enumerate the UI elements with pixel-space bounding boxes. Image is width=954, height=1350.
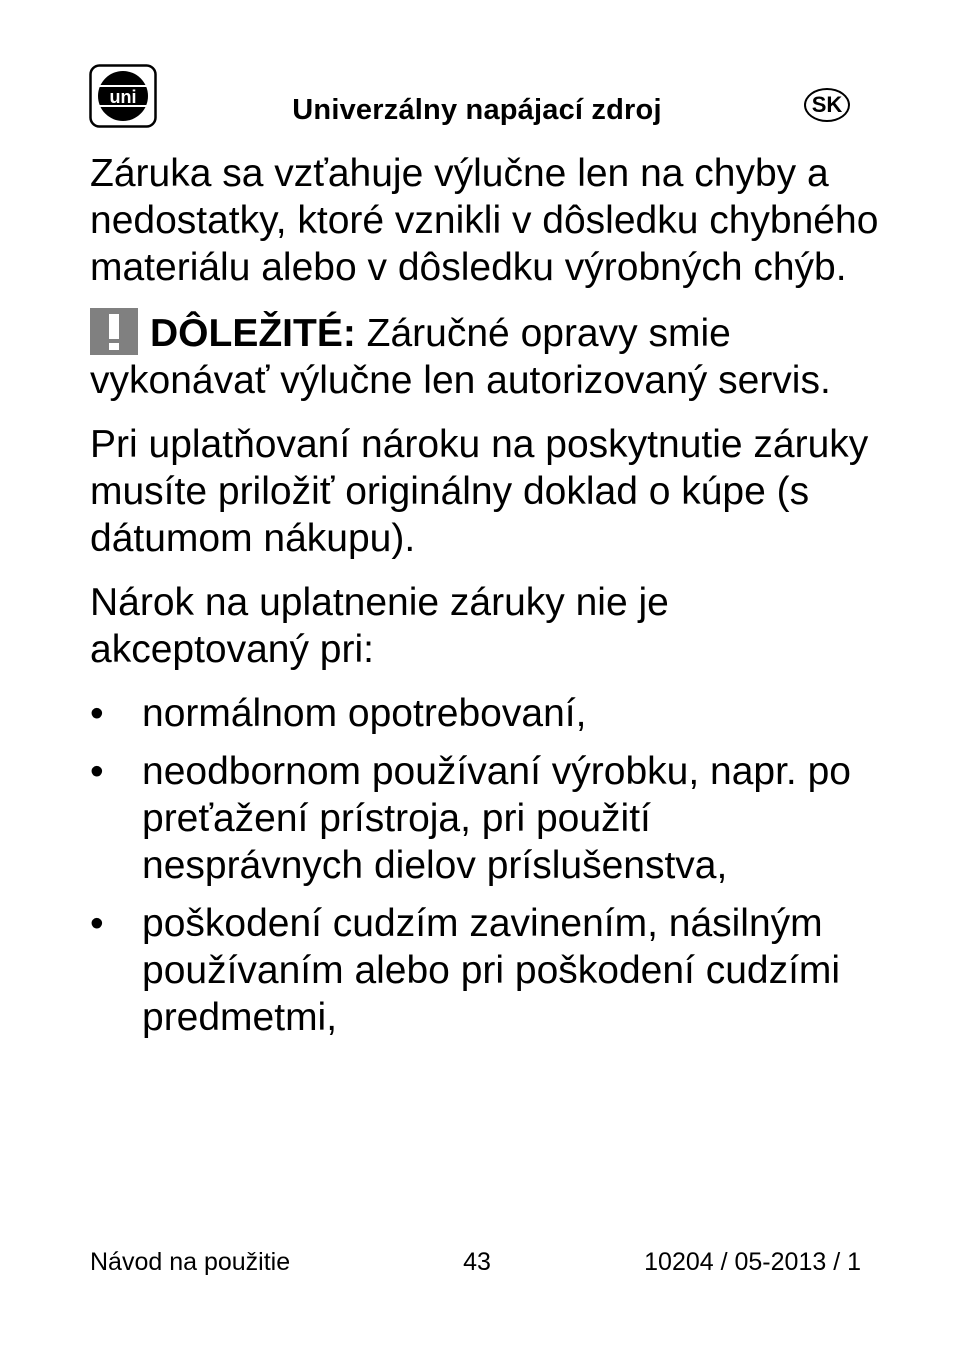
important-label: DÔLEŽITÉ:: [150, 312, 356, 355]
list-item-text: neodbornom používaní výrobku, napr. po preťažení prístroja, pri použití nesprávnych dielov príslušenstva,: [142, 750, 851, 887]
bullet-marker: •: [90, 902, 104, 945]
exclusions-list: [90, 690, 880, 1041]
warranty-paragraph: Záruka sa vzťahuje výlučne len na chyby a nedostatky, ktoré vznikli v dôsledku chybného materiálu alebo v dôsledku výrobných chýb.: [90, 152, 879, 289]
bullet-marker: •: [90, 692, 104, 735]
receipt-paragraph: Pri uplatňovaní nároku na poskytnutie záruky musíte priložiť originálny doklad o kúpe (s dátumom nákupu).: [90, 423, 869, 560]
footer-manual-label: Návod na použitie: [90, 1248, 291, 1276]
list-item: [90, 748, 880, 889]
language-badge: SK: [804, 88, 850, 122]
bullet-marker: •: [90, 750, 104, 793]
list-item-text: normálnom opotrebovaní,: [142, 692, 587, 735]
footer-document-code: 10204 / 05-2013 / 1: [644, 1248, 861, 1276]
list-item-text: poškodení cudzím zavinením, násilným používaním alebo pri poškodení cudzími predmetmi,: [142, 902, 841, 1039]
document-body: [90, 150, 880, 1052]
important-text: Záručné opravy smie vykonávať výlučne len autorizovaný servis.: [90, 312, 831, 402]
page-header-title: Univerzálny napájací zdroj: [292, 94, 662, 126]
list-item: [90, 690, 880, 737]
exclamation-icon: [90, 308, 138, 355]
page-number: 43: [463, 1248, 491, 1276]
list-item: [90, 900, 880, 1041]
exclusions-intro: Nárok na uplatnenie záruky nie je akceptovaný pri:: [90, 581, 669, 671]
logo-text: uni: [109, 87, 137, 107]
important-notice: [90, 308, 880, 404]
